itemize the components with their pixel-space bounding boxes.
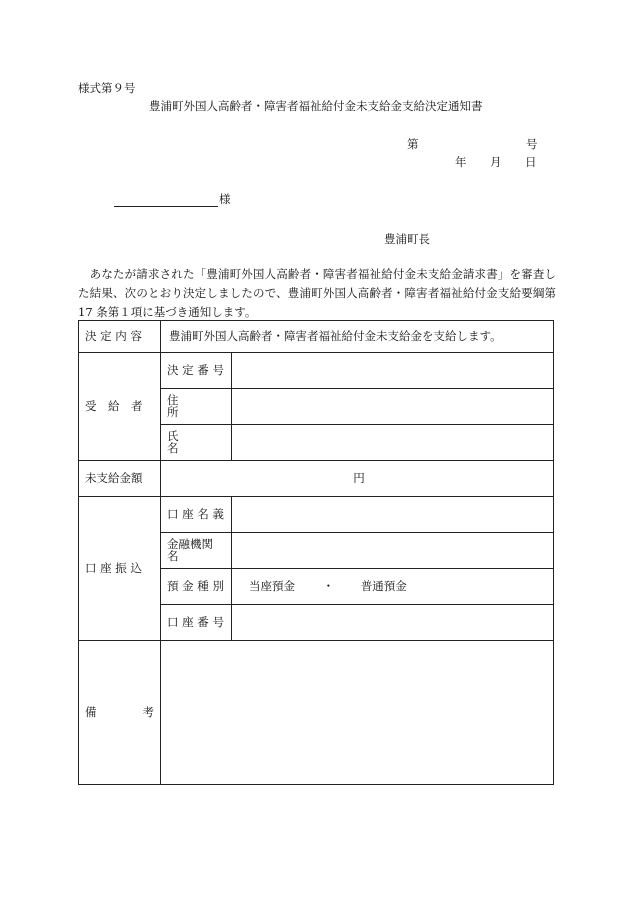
remarks-label: 備 考 bbox=[85, 704, 154, 719]
addressee-suffix: 様 bbox=[219, 192, 231, 206]
decision-number-label: 決 定 番 号 bbox=[167, 362, 224, 377]
issuer-name: 豊浦町長 bbox=[384, 232, 430, 246]
decision-text: 豊浦町外国人高齢者・障害者福祉給付金未支給金を支給します。 bbox=[169, 328, 502, 343]
decision-row bbox=[79, 321, 554, 353]
recipient-row-decision-number bbox=[79, 353, 554, 389]
remarks-row bbox=[79, 641, 554, 785]
name-label: 氏 名 bbox=[167, 429, 213, 455]
bank-name-label-cell bbox=[161, 533, 232, 569]
notice-body: あなたが請求された「豊浦町外国人高齢者・障害者福祉給付金未支給金請求書」を審査した結果、次のとおり決定しましたので、豊浦町外国人高齢者・障害者福祉給付金支給要綱第 17 条第１項に基づき通知します。 bbox=[78, 267, 556, 319]
document-title: 豊浦町外国人高齢者・障害者福祉給付金未支給金支給決定通知書 bbox=[149, 99, 483, 113]
bank-name-field[interactable] bbox=[232, 533, 554, 569]
addressee-underline bbox=[114, 206, 218, 207]
account-number-label-cell bbox=[161, 605, 232, 641]
recipient-label: 受 給 者 bbox=[85, 398, 143, 413]
account-holder-label: 口 座 名 義 bbox=[167, 506, 224, 521]
unpaid-amount-label-cell bbox=[79, 461, 161, 497]
bank-name-label: 金融機関名 bbox=[167, 537, 213, 563]
deposit-type-label-cell bbox=[161, 569, 232, 605]
yen-unit: 円 bbox=[353, 470, 365, 485]
deposit-option-current[interactable]: 当座預金 bbox=[249, 578, 295, 593]
unpaid-amount-row bbox=[79, 461, 554, 497]
unpaid-amount-label: 未支給金額 bbox=[85, 470, 143, 485]
address-label-cell bbox=[161, 389, 232, 425]
transfer-label: 口 座 振 込 bbox=[85, 560, 142, 575]
transfer-row-account-holder bbox=[79, 497, 554, 533]
date-year: 年 bbox=[455, 155, 467, 169]
remarks-field[interactable] bbox=[161, 641, 554, 785]
account-holder-label-cell bbox=[161, 497, 232, 533]
deposit-option-separator: ・ bbox=[322, 578, 335, 593]
decision-number-field[interactable] bbox=[232, 353, 554, 389]
account-number-field[interactable] bbox=[232, 605, 554, 641]
deposit-type-field[interactable] bbox=[232, 569, 554, 605]
transfer-label-cell bbox=[79, 497, 161, 641]
remarks-label-cell bbox=[79, 641, 161, 785]
account-number-label: 口 座 番 号 bbox=[167, 614, 224, 629]
doc-ref-dai: 第 bbox=[407, 137, 419, 151]
decision-text-cell bbox=[161, 321, 554, 353]
account-holder-field[interactable] bbox=[232, 497, 554, 533]
doc-ref-go: 号 bbox=[526, 137, 538, 151]
address-field[interactable] bbox=[232, 389, 554, 425]
decision-label-cell bbox=[79, 321, 161, 353]
form-number: 様式第９号 bbox=[78, 81, 136, 95]
deposit-option-ordinary[interactable]: 普通預金 bbox=[360, 578, 407, 593]
decision-number-label-cell bbox=[161, 353, 232, 389]
decision-label: 決 定 内 容 bbox=[85, 328, 142, 343]
unpaid-amount-field[interactable] bbox=[161, 461, 554, 497]
recipient-label-cell bbox=[79, 353, 161, 461]
deposit-type-label: 預 金 種 別 bbox=[167, 578, 224, 593]
name-field[interactable] bbox=[232, 425, 554, 461]
address-label: 住 所 bbox=[167, 393, 213, 419]
date-month: 月 bbox=[490, 155, 502, 169]
date-day: 日 bbox=[525, 155, 537, 169]
decision-table bbox=[78, 320, 554, 785]
name-label-cell bbox=[161, 425, 232, 461]
